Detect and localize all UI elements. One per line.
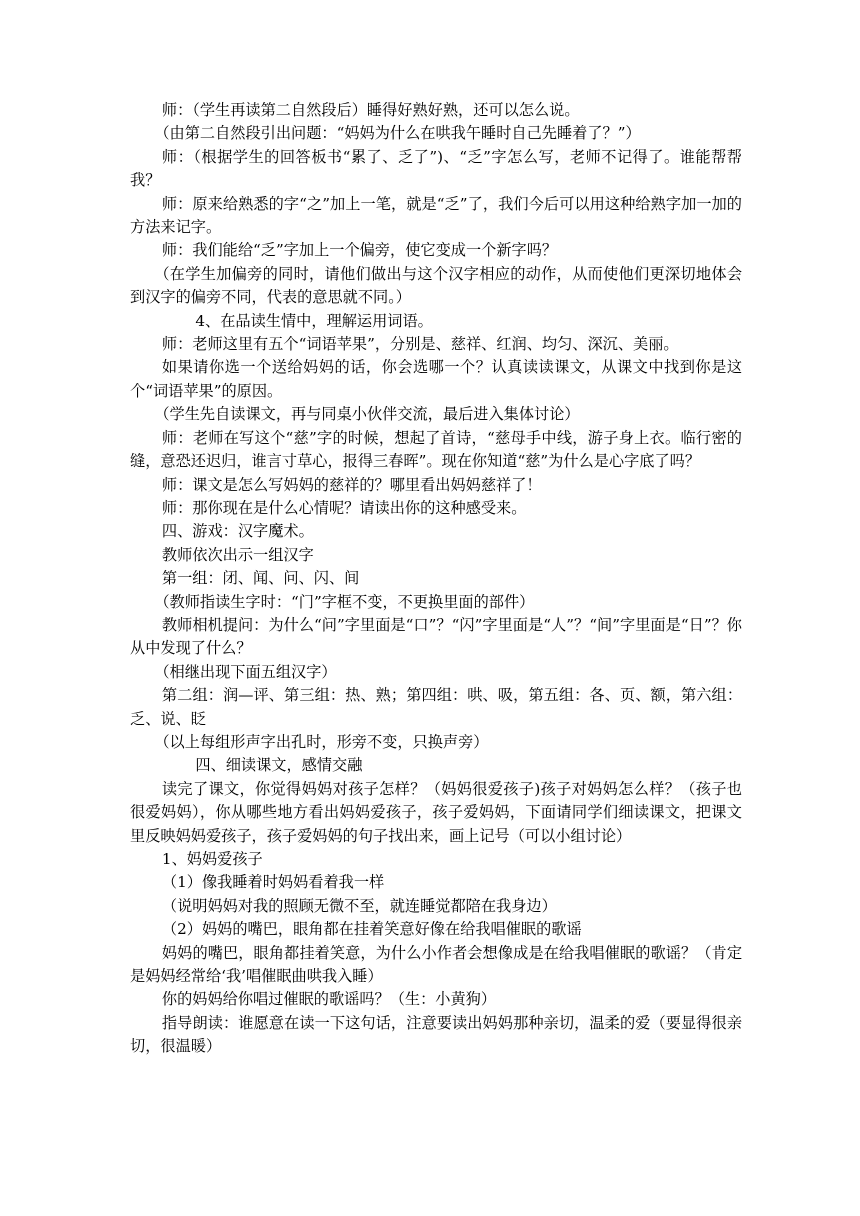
paragraph: （相继出现下面五组汉字） <box>154 662 337 681</box>
paragraph: （教师指读生字时：“门”字框不变，不更换里面的部件） <box>154 592 535 611</box>
paragraph: 第一组：闭、闻、问、闪、间 <box>161 569 360 588</box>
paragraph: 师：那你现在是什么心情呢？请读出你的这种感受来。 <box>161 498 527 517</box>
paragraph: 师：课文是怎么写妈妈的慈祥的？哪里看出妈妈慈祥了！ <box>161 475 542 494</box>
paragraph: 指导朗读：谁愿意在读一下这句话，注意要读出妈妈那种亲切，温柔的爱（要显得很亲切，很温暖） <box>130 1013 742 1056</box>
paragraph: 教师相机提问：为什么“问”字里面是“口”？“闪”字里面是“人”？“间”字里面是“日”？你从中发现了什么？ <box>130 615 742 658</box>
paragraph: 妈妈的嘴巴，眼角都挂着笑意，为什么小作者会想像成是在给我唱催眠的歌谣？（肯定是妈妈经常给‘我’唱催眠曲哄我入睡） <box>130 943 742 986</box>
paragraph: 读完了课文，你觉得妈妈对孩子怎样？（妈妈很爱孩子)孩子对妈妈怎么样？（孩子也很爱妈妈），你从哪些地方看出妈妈爱孩子，孩子爱妈妈，下面请同学们细读课文，把课文里反映妈妈爱孩子，孩子爱妈妈的句子找出来，画上记号（可以小组讨论） <box>130 779 742 845</box>
paragraph: （以上每组形声字出孔时，形旁不变，只换声旁） <box>154 732 489 751</box>
section-heading: 四、游戏：汉字魔术。 <box>161 522 314 541</box>
paragraph: （学生先自读课文，再与同桌小伙伴交流，最后进入集体讨论） <box>154 405 580 424</box>
paragraph: （在学生加偏旁的同时，请他们做出与这个汉字相应的动作，从而使他们更深切地体会到汉字的偏旁不同，代表的意思就不同。） <box>130 264 742 307</box>
list-item: 1、妈妈爱孩子 <box>161 850 263 868</box>
paragraph: 如果请你选一个送给妈妈的话，你会选哪一个？认真读读课文，从课文中找到你是这个“词语苹果”的原因。 <box>130 358 742 400</box>
paragraph: 师：老师在写这个“慈”字的时候，想起了首诗，“慈母手中线，游子身上衣。临行密的缝，意恐还迟归，谁言寸草心，报得三春晖”。现在你知道“慈”为什么是心字底了吗？ <box>130 428 742 471</box>
paragraph: 师：（学生再读第二自然段后）睡得好熟好熟，还可以怎么说。 <box>161 101 580 119</box>
section-heading: 四、细读课文，感情交融 <box>195 756 363 775</box>
list-item: （2）妈妈的嘴巴，眼角都在挂着笑意好像在给我唱催眠的歌谣 <box>161 920 582 939</box>
paragraph: 师：老师这里有五个“词语苹果”，分别是、慈祥、红润、均匀、深沉、美丽。 <box>161 335 679 354</box>
paragraph: （由第二自然段引出问题：“妈妈为什么在哄我午睡时自己先睡着了？”） <box>154 124 641 143</box>
paragraph: 师：原来给熟悉的字“之”加上一笔，就是“乏”了，我们今后可以用这种给熟字加一加的方法来记字。 <box>130 194 742 237</box>
list-item: （1）像我睡着时妈妈看着我一样 <box>161 873 385 892</box>
section-heading: 4、在品读生情中，理解运用词语。 <box>195 311 433 330</box>
paragraph: 教师依次出示一组汉字 <box>161 545 314 564</box>
paragraph: 第二组：润—评、第三组：热、熟；第四组：哄、吸，第五组：各、页、额，第六组：乏、说、眨 <box>130 686 742 728</box>
paragraph: 你的妈妈给你唱过催眠的歌谣吗？（生：小黄狗） <box>161 990 497 1009</box>
paragraph: 师：我们能给“乏”字加上一个偏旁，使它变成一个新字吗？ <box>161 241 558 260</box>
document-page <box>130 99 742 1059</box>
paragraph: （说明妈妈对我的照顾无微不至，就连睡觉都陪在我身边） <box>161 896 557 915</box>
paragraph: 师：（根据学生的回答板书“累了、乏了”)、“乏”字怎么写，老师不记得了。谁能帮帮我？ <box>130 147 742 190</box>
